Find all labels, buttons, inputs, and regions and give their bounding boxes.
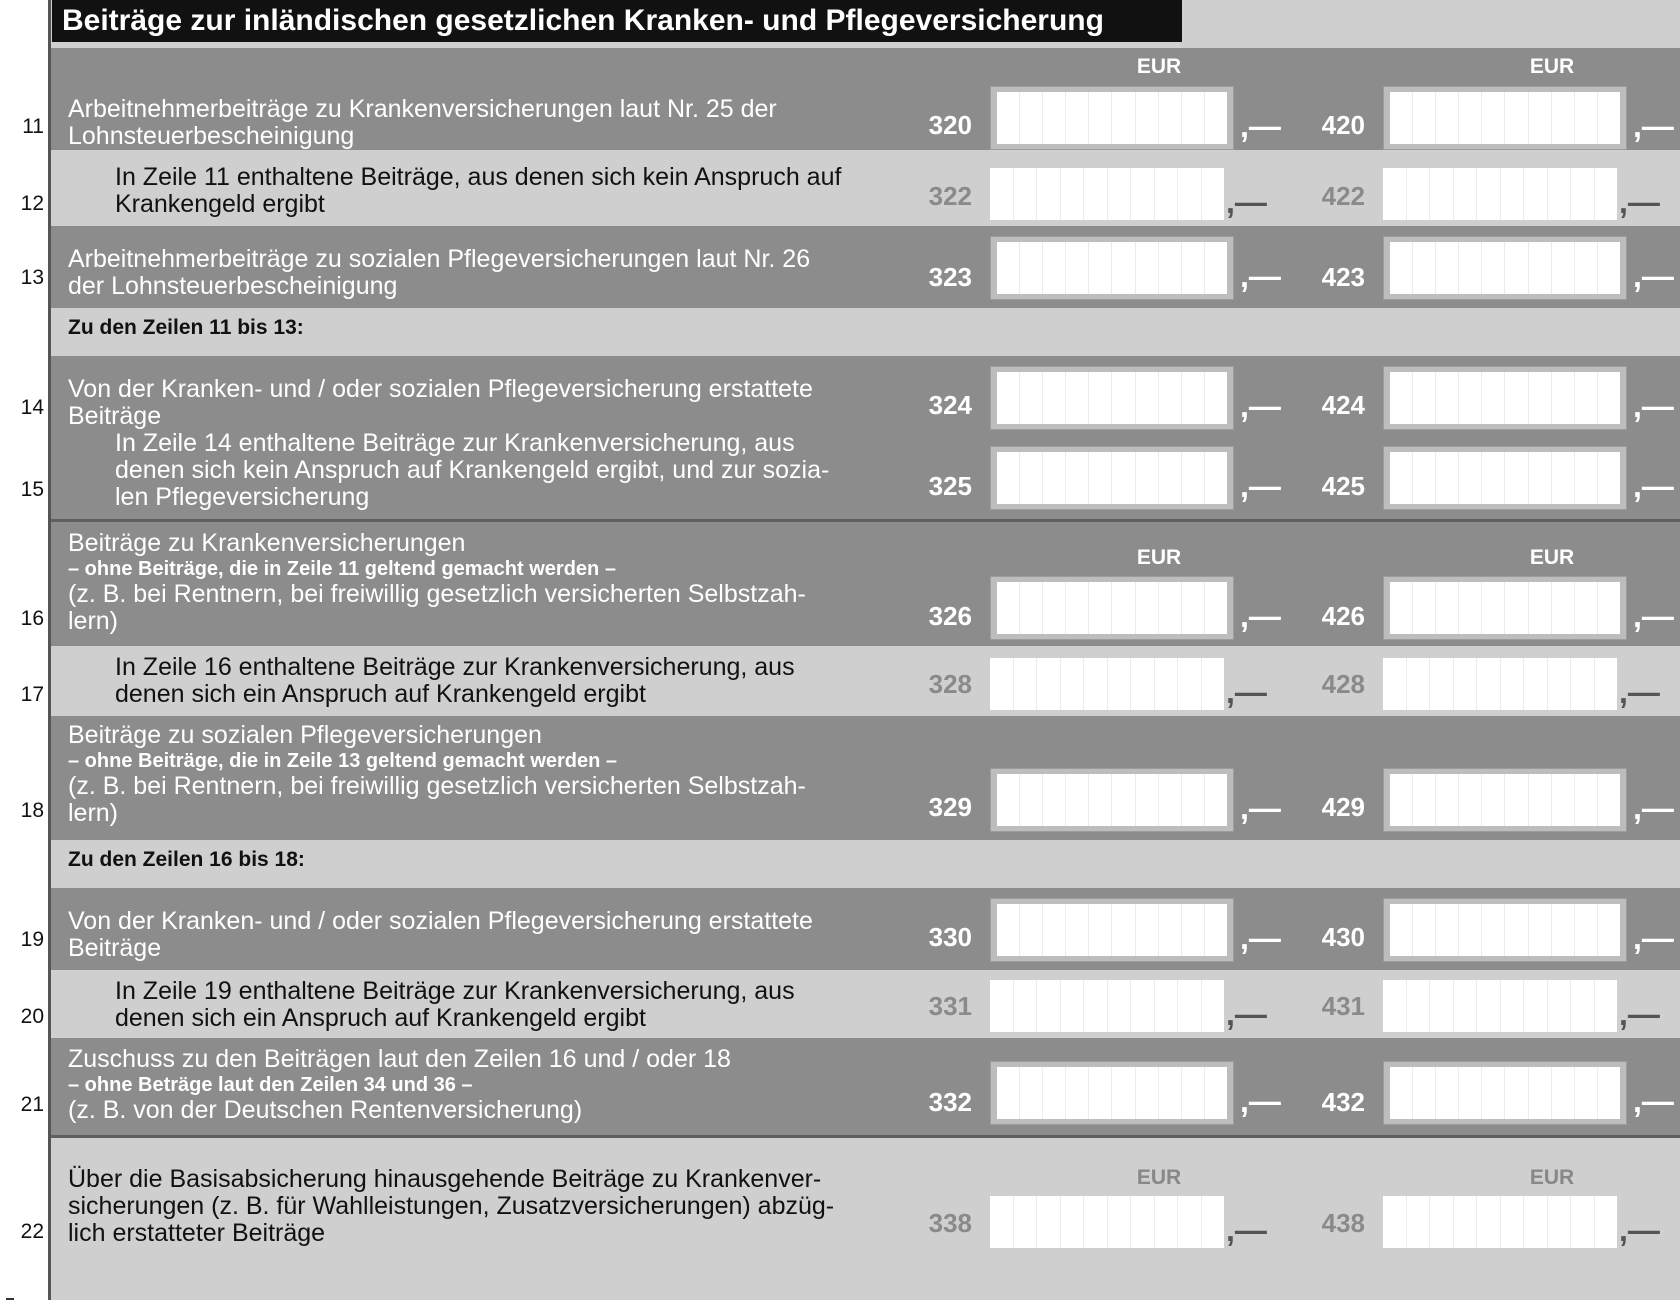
line-number-17: 17 [20, 683, 44, 706]
field-code-12-b: 422 [1321, 181, 1365, 211]
cents-suffix: ,— [1240, 1083, 1281, 1119]
amount-input-16-b[interactable] [1390, 582, 1620, 634]
row-21-description: Zuschuss zu den Beiträgen laut den Zeilen 16 und / oder 18 – ohne Beträge laut den Zeilen 34 und 36 – (z. B. von der Deutschen Rentenversicherung) [68, 1045, 731, 1124]
line-number-12: 12 [20, 192, 44, 215]
amount-input-17-b[interactable] [1383, 658, 1617, 710]
amount-input-13-b[interactable] [1390, 242, 1620, 294]
amount-input-20-a[interactable] [990, 980, 1224, 1032]
cents-suffix: ,— [1226, 996, 1267, 1032]
row-19-description: Von der Kranken- und / oder sozialen Pflegeversicherung erstattete Beiträge [68, 907, 813, 962]
amount-input-14-b[interactable] [1390, 372, 1620, 424]
amount-input-11-a[interactable] [997, 92, 1227, 144]
amount-input-18-b[interactable] [1390, 774, 1620, 826]
amount-input-22-a[interactable] [990, 1196, 1224, 1248]
amount-input-12-b[interactable] [1383, 168, 1617, 220]
line-number-18: 18 [20, 799, 44, 822]
cents-suffix: ,— [1633, 388, 1674, 424]
eur-header-a-2: EUR [1136, 546, 1182, 569]
field-code-18-a: 329 [928, 792, 972, 822]
line-number-22: 22 [20, 1220, 44, 1243]
line-number-16: 16 [20, 607, 44, 630]
cents-suffix: ,— [1633, 920, 1674, 956]
group-label-11-13: Zu den Zeilen 11 bis 13: [68, 316, 304, 339]
field-code-14-a: 324 [928, 390, 972, 420]
field-code-13-a: 323 [928, 262, 972, 292]
cents-suffix: ,— [1633, 468, 1674, 504]
amount-input-21-a[interactable] [997, 1067, 1227, 1119]
amount-input-20-b[interactable] [1383, 980, 1617, 1032]
cents-suffix: ,— [1633, 598, 1674, 634]
cents-suffix: ,— [1619, 1212, 1660, 1248]
field-code-13-b: 423 [1321, 262, 1365, 292]
page-mark [6, 1298, 14, 1300]
line-number-13: 13 [20, 266, 44, 289]
field-code-21-a: 332 [928, 1087, 972, 1117]
amount-input-19-b[interactable] [1390, 904, 1620, 956]
row-16-description: Beiträge zu Krankenversicherungen – ohne Beiträge, die in Zeile 11 geltend gemacht werden – (z. B. bei Rentnern, bei freiwillig gesetzlich versicherten Selbstzah- lern) [68, 529, 806, 635]
field-code-11-b: 420 [1321, 110, 1365, 140]
field-code-22-a: 338 [928, 1208, 972, 1238]
amount-input-19-a[interactable] [997, 904, 1227, 956]
cents-suffix: ,— [1619, 996, 1660, 1032]
field-code-11-a: 320 [928, 110, 972, 140]
amount-input-17-a[interactable] [990, 658, 1224, 710]
amount-input-22-b[interactable] [1383, 1196, 1617, 1248]
field-code-20-b: 431 [1321, 991, 1365, 1021]
cents-suffix: ,— [1226, 674, 1267, 710]
amount-input-14-a[interactable] [997, 372, 1227, 424]
row-17-description: In Zeile 16 enthaltene Beiträge zur Krankenversicherung, aus denen sich ein Anspruch auf Krankengeld ergibt [115, 653, 795, 708]
line-number-20: 20 [20, 1005, 44, 1028]
cents-suffix: ,— [1633, 258, 1674, 294]
line-number-11: 11 [22, 115, 44, 138]
cents-suffix: ,— [1619, 674, 1660, 710]
eur-header-b-3: EUR [1529, 1166, 1575, 1189]
cents-suffix: ,— [1240, 258, 1281, 294]
eur-header-a: EUR [1136, 55, 1182, 78]
field-code-20-a: 331 [928, 991, 972, 1021]
line-number-14: 14 [20, 396, 44, 419]
group-label-16-18: Zu den Zeilen 16 bis 18: [68, 848, 305, 871]
amount-input-21-b[interactable] [1390, 1067, 1620, 1119]
field-code-19-a: 330 [928, 922, 972, 952]
amount-input-18-a[interactable] [997, 774, 1227, 826]
row-18-description: Beiträge zu sozialen Pflegeversicherungen – ohne Beiträge, die in Zeile 13 geltend gemacht werden – (z. B. bei Rentnern, bei freiwillig gesetzlich versicherten Selbstzah- lern) [68, 721, 806, 827]
field-code-16-b: 426 [1321, 601, 1365, 631]
field-code-18-b: 429 [1321, 792, 1365, 822]
amount-input-15-a[interactable] [997, 452, 1227, 504]
cents-suffix: ,— [1240, 790, 1281, 826]
line-number-15: 15 [20, 478, 44, 501]
cents-suffix: ,— [1240, 598, 1281, 634]
amount-input-12-a[interactable] [990, 168, 1224, 220]
section-title: Beiträge zur inländischen gesetzlichen Kranken- und Pflegeversicherung [52, 0, 1182, 42]
row-20-description: In Zeile 19 enthaltene Beiträge zur Krankenversicherung, aus denen sich ein Anspruch auf Krankengeld ergibt [115, 977, 795, 1032]
field-code-12-a: 322 [928, 181, 972, 211]
amount-input-11-b[interactable] [1390, 92, 1620, 144]
field-code-16-a: 326 [928, 601, 972, 631]
row-15-description: In Zeile 14 enthaltene Beiträge zur Krankenversicherung, aus denen sich kein Anspruch auf Krankengeld ergibt, und zur sozia- len Pflegeversicherung [115, 429, 830, 511]
line-number-21: 21 [20, 1093, 44, 1116]
cents-suffix: ,— [1633, 1083, 1674, 1119]
cents-suffix: ,— [1240, 920, 1281, 956]
row-13-description: Arbeitnehmerbeiträge zu sozialen Pflegeversicherungen laut Nr. 26 der Lohnsteuerbescheinigung [68, 245, 811, 300]
field-code-19-b: 430 [1321, 922, 1365, 952]
cents-suffix: ,— [1240, 388, 1281, 424]
field-code-14-b: 424 [1321, 390, 1365, 420]
cents-suffix: ,— [1226, 184, 1267, 220]
cents-suffix: ,— [1619, 184, 1660, 220]
field-code-22-b: 438 [1321, 1208, 1365, 1238]
amount-input-16-a[interactable] [997, 582, 1227, 634]
eur-header-b: EUR [1529, 55, 1575, 78]
eur-header-b-2: EUR [1529, 546, 1575, 569]
cents-suffix: ,— [1226, 1212, 1267, 1248]
amount-input-13-a[interactable] [997, 242, 1227, 294]
field-code-21-b: 432 [1321, 1087, 1365, 1117]
eur-header-a-3: EUR [1136, 1166, 1182, 1189]
cents-suffix: ,— [1240, 108, 1281, 144]
field-code-17-b: 428 [1321, 669, 1365, 699]
field-code-17-a: 328 [928, 669, 972, 699]
amount-input-15-b[interactable] [1390, 452, 1620, 504]
field-code-15-b: 425 [1321, 471, 1365, 501]
row-22-description: Über die Basisabsicherung hinausgehende Beiträge zu Krankenver- sicherungen (z. B. für Wahlleistungen, Zusatzversicherungen) abzüg- lich erstatteter Beiträge [68, 1165, 835, 1247]
cents-suffix: ,— [1633, 790, 1674, 826]
cents-suffix: ,— [1240, 468, 1281, 504]
row-11-description: Arbeitnehmerbeiträge zu Krankenversicherungen laut Nr. 25 der Lohnsteuerbescheinigung [68, 95, 777, 150]
cents-suffix: ,— [1633, 108, 1674, 144]
line-number-19: 19 [20, 928, 44, 951]
field-code-15-a: 325 [928, 471, 972, 501]
row-14-description: Von der Kranken- und / oder sozialen Pflegeversicherung erstattete Beiträge [68, 375, 813, 430]
row-12-description: In Zeile 11 enthaltene Beiträge, aus denen sich kein Anspruch auf Krankengeld ergibt [115, 163, 842, 218]
